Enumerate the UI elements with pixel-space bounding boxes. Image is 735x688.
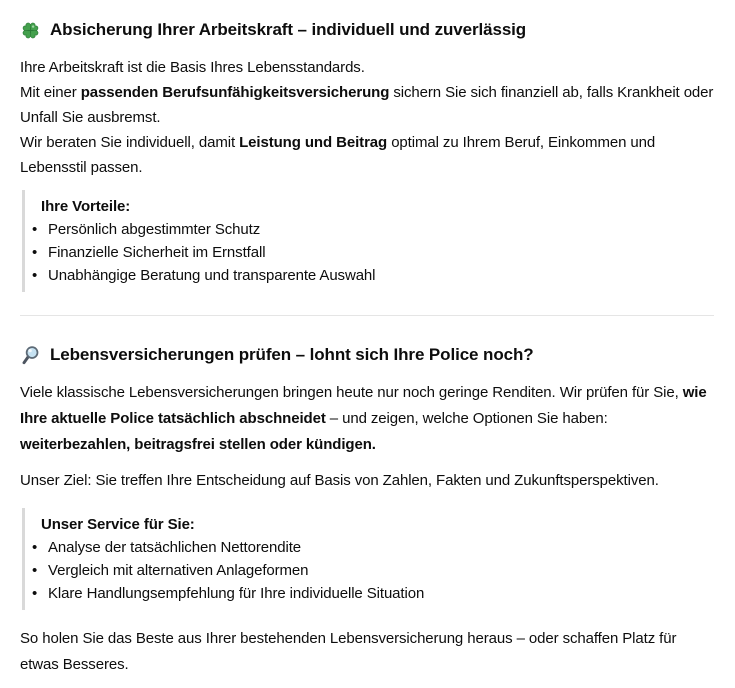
list-item <box>32 264 714 287</box>
bold-text: weiterbezahlen, beitragsfrei stellen oder kündigen. <box>20 436 376 453</box>
section-arbeitskraft <box>20 18 714 292</box>
list-item <box>32 559 714 582</box>
text-run: Viele klassische Lebensversicherungen bringen heute nur noch geringe Renditen. Wir prüfen für Sie, <box>20 384 683 401</box>
bullet-list-vorteile <box>32 218 714 287</box>
paragraph <box>20 80 714 130</box>
list-item <box>32 241 714 264</box>
closing-paragraph: So holen Sie das Beste aus Ihrer bestehenden Lebensversicherung heraus – oder schaffen Platz für etwas Besseres. <box>20 630 677 673</box>
bullet-list-service <box>32 536 714 605</box>
paragraph <box>20 130 714 180</box>
section-heading-arbeitskraft <box>20 18 714 42</box>
bullet-icon: • <box>32 562 38 579</box>
intro-text-block <box>20 55 714 180</box>
text-run: optimal zu Ihrem Beruf, Einkommen und Lebensstil passen. <box>20 134 656 176</box>
section-heading-lebensversicherungen <box>20 343 714 367</box>
bold-text: wie Ihre aktuelle Police tatsächlich abschneidet <box>20 384 707 427</box>
bullet-icon: • <box>32 539 38 556</box>
list-item-text: Finanzielle Sicherheit im Ernstfall <box>48 244 266 261</box>
bullet-icon: • <box>32 585 38 602</box>
list-item-text: Persönlich abgestimmter Schutz <box>48 221 261 238</box>
bold-text: Leistung und Beitrag <box>239 134 388 151</box>
text-run: Unser Ziel: Sie treffen Ihre Entscheidung auf Basis von Zahlen, Fakten und Zukunftsperspektiven. <box>20 472 659 489</box>
list-item <box>32 536 714 559</box>
paragraph <box>20 380 714 458</box>
section-lebensversicherungen <box>20 343 714 678</box>
bullet-icon: • <box>32 267 38 284</box>
text-run: Mit einer <box>20 84 81 101</box>
paragraph <box>20 55 714 80</box>
list-item <box>32 582 714 605</box>
section-divider <box>20 315 714 316</box>
four-leaf-clover-icon <box>20 20 41 41</box>
bullet-icon: • <box>32 244 38 261</box>
heading-text: Absicherung Ihrer Arbeitskraft – individuell und zuverlässig <box>50 20 527 39</box>
text-run: sichern Sie sich finanziell ab, falls Krankheit oder Unfall Sie ausbremst. <box>20 84 714 126</box>
callout-vorteile <box>22 190 714 292</box>
list-item-text: Analyse der tatsächlichen Nettorendite <box>48 539 302 556</box>
heading-text: Lebensversicherungen prüfen – lohnt sich Ihre Police noch? <box>50 345 534 364</box>
magnifying-glass-icon <box>20 345 41 366</box>
list-item-text: Klare Handlungsempfehlung für Ihre individuelle Situation <box>48 585 425 602</box>
list-item-text: Vergleich mit alternativen Anlageformen <box>48 562 309 579</box>
bold-text: passenden Berufsunfähigkeitsversicherung <box>80 84 390 101</box>
text-run: – und zeigen, welche Optionen Sie haben: <box>325 410 608 427</box>
bullet-icon: • <box>32 221 38 238</box>
callout-title: Unser Service für Sie: <box>41 516 195 533</box>
list-item <box>32 218 714 241</box>
list-item-text: Unabhängige Beratung und transparente Auswahl <box>48 267 376 284</box>
text-run: Wir beraten Sie individuell, damit <box>20 134 240 151</box>
paragraph <box>20 468 714 494</box>
callout-service <box>22 508 714 610</box>
callout-title: Ihre Vorteile: <box>41 198 131 215</box>
text-run: Ihre Arbeitskraft ist die Basis Ihres Lebensstandards. <box>20 59 365 76</box>
